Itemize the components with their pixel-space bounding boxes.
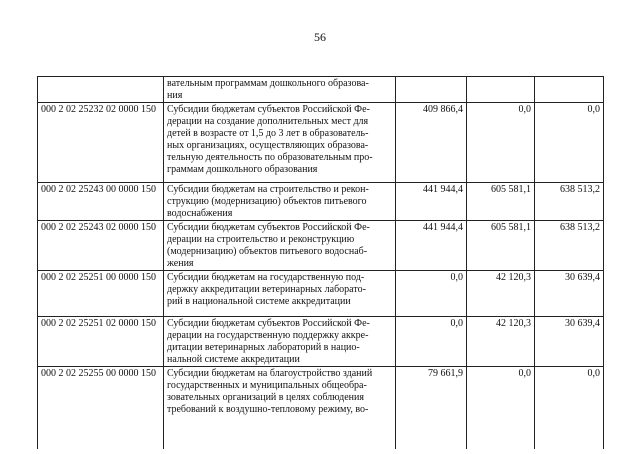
description-line: дитации ветеринарных лабораторий в нацио- [167, 342, 360, 353]
budget-code-cell: 000 2 02 25243 00 0000 150 [38, 183, 164, 221]
description-line: нальной системе аккредитации [167, 354, 300, 365]
description-cell [164, 103, 396, 183]
description-cell [164, 271, 396, 317]
description-line: дерации на государственную поддержку аккре- [167, 330, 369, 341]
description-line: Субсидии бюджетам субъектов Российской Фе- [167, 104, 370, 115]
amount-cell-v2025: 42 120,3 [467, 317, 535, 367]
table-row [38, 77, 604, 103]
description-cell [164, 367, 396, 449]
table-row [38, 221, 604, 271]
amount-cell-v2025 [467, 77, 535, 103]
budget-table-body [38, 77, 604, 449]
description-line: дерации на создание дополнительных мест для [167, 116, 369, 127]
amount-cell-v2024: 441 944,4 [396, 221, 467, 271]
budget-code-cell: 000 2 02 25255 00 0000 150 [38, 367, 164, 449]
description-line: рий в национальной системе аккредитации [167, 296, 351, 307]
description-line: Субсидии бюджетам на строительство и рекон- [167, 184, 369, 195]
amount-cell-v2025: 0,0 [467, 367, 535, 449]
description-line: граммам дошкольного образования [167, 164, 318, 175]
amount-cell-v2026: 0,0 [535, 367, 604, 449]
description-line: дерации на строительство и реконструкцию [167, 234, 355, 245]
amount-cell-v2025: 42 120,3 [467, 271, 535, 317]
amount-cell-v2024: 441 944,4 [396, 183, 467, 221]
amount-cell-v2024 [396, 77, 467, 103]
description-cell [164, 221, 396, 271]
description-line: ных организациях, осуществляющих образова- [167, 140, 369, 151]
description-line: Субсидии бюджетам субъектов Российской Фе- [167, 318, 370, 329]
description-line: держку аккредитации ветеринарных лаборато- [167, 284, 366, 295]
description-line: требований к воздушно-тепловому режиму, во- [167, 404, 369, 415]
amount-cell-v2026: 30 639,4 [535, 317, 604, 367]
description-line: вательным программам дошкольного образова- [167, 78, 369, 89]
budget-table [37, 76, 604, 449]
description-line: тельную деятельность по образовательным про- [167, 152, 373, 163]
table-row [38, 367, 604, 449]
description-line: (модернизацию) объектов питьевого водоснаб- [167, 246, 368, 257]
description-line: жения [167, 258, 194, 269]
page-number: 56 [314, 30, 326, 44]
table-row [38, 103, 604, 183]
description-cell [164, 77, 396, 103]
description-cell [164, 317, 396, 367]
description-line: государственных и муниципальных общеобра- [167, 380, 367, 391]
description-line: струкцию (модернизацию) объектов питьевого [167, 196, 367, 207]
description-line: ния [167, 90, 183, 101]
amount-cell-v2024: 0,0 [396, 271, 467, 317]
amount-cell-v2026: 638 513,2 [535, 183, 604, 221]
amount-cell-v2024: 79 661,9 [396, 367, 467, 449]
budget-code-cell [38, 77, 164, 103]
budget-code-cell: 000 2 02 25251 02 0000 150 [38, 317, 164, 367]
amount-cell-v2024: 409 866,4 [396, 103, 467, 183]
amount-cell-v2025: 605 581,1 [467, 221, 535, 271]
amount-cell-v2025: 605 581,1 [467, 183, 535, 221]
budget-code-cell: 000 2 02 25243 02 0000 150 [38, 221, 164, 271]
description-line: Субсидии бюджетам на благоустройство зданий [167, 368, 373, 379]
amount-cell-v2026: 638 513,2 [535, 221, 604, 271]
amount-cell-v2024: 0,0 [396, 317, 467, 367]
budget-code-cell: 000 2 02 25232 02 0000 150 [38, 103, 164, 183]
description-cell [164, 183, 396, 221]
description-line: детей в возрасте от 1,5 до 3 лет в образователь- [167, 128, 369, 139]
budget-code-cell: 000 2 02 25251 00 0000 150 [38, 271, 164, 317]
table-row [38, 183, 604, 221]
amount-cell-v2025: 0,0 [467, 103, 535, 183]
amount-cell-v2026: 30 639,4 [535, 271, 604, 317]
amount-cell-v2026: 0,0 [535, 103, 604, 183]
description-line: Субсидии бюджетам на государственную под- [167, 272, 365, 283]
description-line: зовательных организаций в целях соблюдения [167, 392, 364, 403]
description-line: Субсидии бюджетам субъектов Российской Фе- [167, 222, 370, 233]
table-row [38, 317, 604, 367]
amount-cell-v2026 [535, 77, 604, 103]
table-row [38, 271, 604, 317]
description-line: водоснабжения [167, 208, 233, 219]
